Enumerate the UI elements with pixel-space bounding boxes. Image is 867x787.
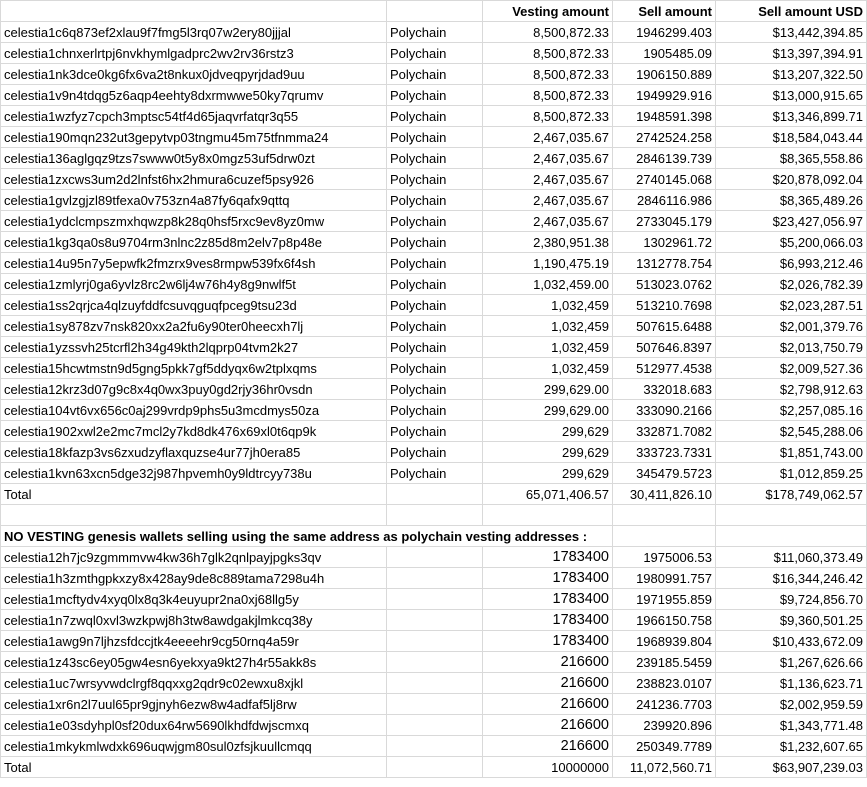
cell-col-3[interactable]: 299,629.00 [483,400,613,421]
empty-cell[interactable] [387,505,483,526]
cell-col-3[interactable]: 1,032,459 [483,295,613,316]
table-row [1,673,867,694]
cell-col-2[interactable] [387,547,483,568]
cell-col-2[interactable]: Polychain [387,43,483,64]
cell-col-1[interactable]: celestia1awg9n7ljhzsfdccjtk4eeeehr9cg50rnq4a59r [1,631,387,652]
cell-col-2[interactable] [387,631,483,652]
cell-col-2[interactable]: Polychain [387,211,483,232]
cell-col-3[interactable]: 299,629 [483,463,613,484]
cell-col-5[interactable]: $1,343,771.48 [716,715,867,736]
cell-col-2[interactable] [387,673,483,694]
table-row [1,652,867,673]
cell-col-5[interactable]: $9,360,501.25 [716,610,867,631]
cell-col-5[interactable]: $2,001,379.76 [716,316,867,337]
cell-col-1[interactable]: celestia12h7jc9zgmmmvw4kw36h7glk2qnlpayjpgks3qv [1,547,387,568]
cell-col-4[interactable]: 2846139.739 [613,148,716,169]
table-row [1,421,867,442]
table-row [1,547,867,568]
cell-col-1[interactable]: celestia14u95n7y5epwfk2fmzrx9ves8rmpw539fx6f4sh [1,253,387,274]
cell-col-3[interactable]: Vesting amount [483,1,613,22]
cell-col-3[interactable]: 1,032,459 [483,316,613,337]
cell-col-3[interactable]: 2,467,035.67 [483,148,613,169]
cell-col-4[interactable]: 1980991.757 [613,568,716,589]
cell-col-1[interactable]: celestia1nk3dce0kg6fx6va2t8nkux0jdveqpyrjdad9uu [1,64,387,85]
table-row [1,568,867,589]
table-row [1,379,867,400]
cell-col-3[interactable]: 10000000 [483,757,613,778]
cell-col-5[interactable]: $1,232,607.65 [716,736,867,757]
cell-col-1[interactable]: celestia1mkykmlwdxk696uqwjgm80sul0zfsjkuullcmqq [1,736,387,757]
empty-cell[interactable] [716,526,867,547]
cell-col-4[interactable]: 1966150.758 [613,610,716,631]
cell-col-3[interactable]: 2,467,035.67 [483,127,613,148]
cell-col-2[interactable]: Polychain [387,253,483,274]
cell-col-5[interactable]: $18,584,043.44 [716,127,867,148]
cell-col-5[interactable]: $1,136,623.71 [716,673,867,694]
cell-col-5[interactable]: $6,993,212.46 [716,253,867,274]
table-row [1,211,867,232]
cell-col-2[interactable]: Polychain [387,148,483,169]
cell-col-4[interactable]: 11,072,560.71 [613,757,716,778]
cell-col-1[interactable]: celestia1ydclcmpszmxhqwzp8k28q0hsf5rxc9ev8yz0mw [1,211,387,232]
cell-col-3[interactable]: 2,467,035.67 [483,190,613,211]
cell-col-5[interactable]: $13,397,394.91 [716,43,867,64]
cell-col-3[interactable]: 8,500,872.33 [483,106,613,127]
cell-col-2[interactable] [387,568,483,589]
cell-col-4[interactable]: 1975006.53 [613,547,716,568]
cell-col-2[interactable] [387,589,483,610]
cell-col-2[interactable]: Polychain [387,85,483,106]
total-row [1,757,867,778]
cell-col-4[interactable]: 1946299.403 [613,22,716,43]
cell-col-5[interactable]: $2,002,959.59 [716,694,867,715]
cell-col-3[interactable]: 8,500,872.33 [483,64,613,85]
table-row [1,442,867,463]
table-row [1,400,867,421]
cell-col-3[interactable]: 1783400 [483,610,613,631]
cell-col-5[interactable]: $13,000,915.65 [716,85,867,106]
header-row [1,1,867,22]
cell-col-1[interactable]: celestia1zmlyrj0ga6yvlz8rc2w6lj4w76h4y8g9nwlf5t [1,274,387,295]
table-row [1,295,867,316]
cell-col-3[interactable]: 1,032,459 [483,337,613,358]
cell-col-1[interactable]: celestia1yzssvh25tcrfl2h34g49kth2lqprp04tvm2k27 [1,337,387,358]
cell-col-4[interactable]: 513210.7698 [613,295,716,316]
cell-col-4[interactable]: 332018.683 [613,379,716,400]
cell-col-4[interactable]: 512977.4538 [613,358,716,379]
cell-col-2[interactable] [387,736,483,757]
cell-col-4[interactable]: 513023.0762 [613,274,716,295]
cell-col-3[interactable]: 1783400 [483,589,613,610]
cell-col-5[interactable]: $10,433,672.09 [716,631,867,652]
cell-col-1[interactable]: celestia1h3zmthgpkxzy8x428ay9de8c889tama7298u4h [1,568,387,589]
table-row [1,85,867,106]
spreadsheet-body [1,1,867,778]
cell-col-2[interactable] [387,610,483,631]
cell-col-2[interactable]: Polychain [387,169,483,190]
cell-col-5[interactable]: $8,365,558.86 [716,148,867,169]
cell-col-4[interactable]: 1948591.398 [613,106,716,127]
empty-cell[interactable] [483,505,613,526]
cell-col-4[interactable]: 333090.2166 [613,400,716,421]
cell-col-2[interactable]: Polychain [387,127,483,148]
cell-col-2[interactable] [387,652,483,673]
cell-col-1[interactable] [1,1,387,22]
cell-col-5[interactable]: $16,344,246.42 [716,568,867,589]
cell-col-4[interactable]: 1968939.804 [613,631,716,652]
table-row [1,190,867,211]
table-row [1,274,867,295]
cell-col-4[interactable]: 332871.7082 [613,421,716,442]
cell-col-5[interactable]: $1,267,626.66 [716,652,867,673]
cell-col-5[interactable]: $178,749,062.57 [716,484,867,505]
cell-col-2[interactable] [387,1,483,22]
cell-col-1[interactable]: celestia1z43sc6ey05gw4esn6yekxya9kt27h4r55akk8s [1,652,387,673]
cell-col-3[interactable]: 299,629 [483,421,613,442]
cell-col-5[interactable]: $11,060,373.49 [716,547,867,568]
cell-col-3[interactable]: 65,071,406.57 [483,484,613,505]
cell-col-4[interactable]: 2846116.986 [613,190,716,211]
cell-col-1[interactable]: celestia190mqn232ut3gepytvp03tngmu45m75tfnmma24 [1,127,387,148]
cell-col-5[interactable]: $23,427,056.97 [716,211,867,232]
section-header-row [1,526,867,547]
cell-col-2[interactable]: Polychain [387,316,483,337]
cell-col-5[interactable]: $1,851,743.00 [716,442,867,463]
cell-col-3[interactable]: 1783400 [483,568,613,589]
cell-col-5[interactable]: $2,023,287.51 [716,295,867,316]
cell-col-5[interactable]: $2,798,912.63 [716,379,867,400]
cell-col-4[interactable]: 238823.0107 [613,673,716,694]
cell-col-4[interactable]: 30,411,826.10 [613,484,716,505]
cell-col-4[interactable]: Sell amount [613,1,716,22]
empty-row [1,505,867,526]
cell-col-3[interactable]: 216600 [483,694,613,715]
cell-col-3[interactable]: 216600 [483,673,613,694]
cell-col-3[interactable]: 216600 [483,736,613,757]
cell-col-5[interactable]: $2,545,288.06 [716,421,867,442]
cell-col-2[interactable] [387,757,483,778]
cell-col-4[interactable]: 250349.7789 [613,736,716,757]
cell-col-1[interactable]: celestia1902xwl2e2mc7mcl2y7kd8dk476x69xl0t6qp9k [1,421,387,442]
cell-col-5[interactable]: $13,207,322.50 [716,64,867,85]
cell-col-4[interactable]: 239185.5459 [613,652,716,673]
cell-col-5[interactable]: $2,009,527.36 [716,358,867,379]
cell-col-1[interactable]: celestia15hcwtmstn9d5gng5pkk7gf5ddyqx6w2tplxqms [1,358,387,379]
cell-col-3[interactable]: 1,190,475.19 [483,253,613,274]
table-row [1,43,867,64]
table-row [1,22,867,43]
cell-col-5[interactable]: $2,013,750.79 [716,337,867,358]
cell-col-2[interactable]: Polychain [387,358,483,379]
cell-col-2[interactable] [387,484,483,505]
cell-col-3[interactable]: 1783400 [483,547,613,568]
cell-col-2[interactable]: Polychain [387,337,483,358]
cell-col-1[interactable]: celestia1n7zwql0xvl3wzkpwj8h3tw8awdgakjlmkcq38y [1,610,387,631]
cell-col-2[interactable]: Polychain [387,295,483,316]
cell-col-1[interactable]: Total [1,757,387,778]
cell-col-2[interactable]: Polychain [387,442,483,463]
cell-col-3[interactable]: 299,629 [483,442,613,463]
table-row [1,106,867,127]
cell-col-1[interactable]: celestia136aglgqz9tzs7swww0t5y8x0mgz53uf5drw0zt [1,148,387,169]
cell-col-3[interactable]: 2,380,951.38 [483,232,613,253]
cell-col-1[interactable]: celestia1kvn63xcn5dge32j987hpvemh0y9ldtrcyy738u [1,463,387,484]
cell-col-1[interactable]: celestia1c6q873ef2xlau9f7fmg5l3rq07w2ery80jjjal [1,22,387,43]
cell-col-5[interactable]: $5,200,066.03 [716,232,867,253]
cell-col-4[interactable]: 239920.896 [613,715,716,736]
section-title: NO VESTING genesis wallets selling using the same address as polychain vesting addresses : [1,526,483,547]
cell-col-5[interactable]: $9,724,856.70 [716,589,867,610]
cell-col-4[interactable]: 2733045.179 [613,211,716,232]
cell-col-5[interactable]: $8,365,489.26 [716,190,867,211]
table-row [1,253,867,274]
cell-col-1[interactable]: celestia1ss2qrjca4qlzuyfddfcsuvqguqfpceg9tsu23d [1,295,387,316]
cell-col-4[interactable]: 507646.8397 [613,337,716,358]
cell-col-4[interactable]: 1949929.916 [613,85,716,106]
table-row [1,169,867,190]
table-row [1,715,867,736]
cell-col-2[interactable]: Polychain [387,64,483,85]
cell-col-4[interactable]: 2742524.258 [613,127,716,148]
cell-col-3[interactable]: 2,467,035.67 [483,169,613,190]
cell-col-4[interactable]: 1971955.859 [613,589,716,610]
cell-col-1[interactable]: celestia1e03sdyhpl0sf20dux64rw5690lkhdfdwjscmxq [1,715,387,736]
table-row [1,232,867,253]
table-row [1,463,867,484]
cell-col-3[interactable]: 216600 [483,715,613,736]
cell-col-2[interactable]: Polychain [387,106,483,127]
cell-col-4[interactable]: 333723.7331 [613,442,716,463]
empty-cell[interactable] [716,505,867,526]
cell-col-5[interactable]: $2,257,085.16 [716,400,867,421]
cell-col-2[interactable]: Polychain [387,463,483,484]
cell-col-2[interactable] [387,694,483,715]
cell-col-1[interactable]: celestia104vt6vx656c0aj299vrdp9phs5u3mcdmys50za [1,400,387,421]
table-row [1,358,867,379]
table-row [1,736,867,757]
cell-col-2[interactable] [387,715,483,736]
cell-col-5[interactable]: $20,878,092.04 [716,169,867,190]
cell-col-1[interactable]: celestia1zxcws3um2d2lnfst6hx2hmura6cuzef5psy926 [1,169,387,190]
cell-col-1[interactable]: celestia1kg3qa0s8u9704rm3nlnc2z85d8m2elv7p8p48e [1,232,387,253]
table-row [1,610,867,631]
cell-col-4[interactable]: 1905485.09 [613,43,716,64]
cell-col-4[interactable]: 1906150.889 [613,64,716,85]
cell-col-5[interactable]: Sell amount USD [716,1,867,22]
cell-col-4[interactable]: 1312778.754 [613,253,716,274]
empty-cell[interactable] [613,526,716,547]
total-row [1,484,867,505]
cell-col-1[interactable]: celestia1v9n4tdqg5z6aqp4eehty8dxrmwwe50ky7qrumv [1,85,387,106]
cell-col-3[interactable]: 8,500,872.33 [483,43,613,64]
cell-col-1[interactable]: celestia18kfazp3vs6zxudzyflaxquzse4ur77jh0era85 [1,442,387,463]
cell-col-2[interactable]: Polychain [387,400,483,421]
cell-col-2[interactable]: Polychain [387,232,483,253]
cell-col-2[interactable]: Polychain [387,379,483,400]
table-row [1,127,867,148]
cell-col-1[interactable]: celestia1chnxerlrtpj6nvkhymlgadprc2wv2rv36rstz3 [1,43,387,64]
cell-col-3[interactable]: 1,032,459.00 [483,274,613,295]
table-row [1,589,867,610]
empty-cell[interactable] [613,505,716,526]
cell-col-3[interactable]: 8,500,872.33 [483,22,613,43]
cell-col-5[interactable]: $13,346,899.71 [716,106,867,127]
cell-col-1[interactable]: celestia1gvlzgjzl89tfexa0v753zn4a87fy6qafx9qttq [1,190,387,211]
cell-col-4[interactable]: 1302961.72 [613,232,716,253]
cell-col-5[interactable]: $2,026,782.39 [716,274,867,295]
cell-col-5[interactable]: $1,012,859.25 [716,463,867,484]
cell-col-1[interactable]: celestia1wzfyz7cpch3mptsc54tf4d65jaqvrfatqr3q55 [1,106,387,127]
cell-col-3[interactable]: 1,032,459 [483,358,613,379]
cell-col-5[interactable]: $13,442,394.85 [716,22,867,43]
cell-col-1[interactable]: celestia1sy878zv7nsk820xx2a2fu6y90ter0heecxh7lj [1,316,387,337]
table-row [1,64,867,85]
table-row [1,631,867,652]
cell-col-1[interactable]: celestia12krz3d07g9c8x4q0wx3puy0gd2rjy36hr0vsdn [1,379,387,400]
table-row [1,337,867,358]
cell-col-4[interactable]: 507615.6488 [613,316,716,337]
table-row [1,148,867,169]
cell-col-2[interactable]: Polychain [387,190,483,211]
cell-col-4[interactable]: 345479.5723 [613,463,716,484]
cell-col-4[interactable]: 241236.7703 [613,694,716,715]
cell-col-4[interactable]: 2740145.068 [613,169,716,190]
cell-col-3[interactable]: 299,629.00 [483,379,613,400]
cell-col-2[interactable]: Polychain [387,274,483,295]
cell-col-5[interactable]: $63,907,239.03 [716,757,867,778]
cell-col-3[interactable]: 8,500,872.33 [483,85,613,106]
cell-col-3[interactable]: 216600 [483,652,613,673]
cell-col-2[interactable]: Polychain [387,22,483,43]
cell-col-3[interactable]: 1783400 [483,631,613,652]
cell-col-1[interactable]: celestia1mcftydv4xyq0lx8q3k4euyupr2na0xj68llg5y [1,589,387,610]
empty-cell[interactable] [1,505,387,526]
cell-col-1[interactable]: celestia1uc7wrsyvwdclrgf8qqxxg2qdr9c02ewxu8xjkl [1,673,387,694]
cell-col-1[interactable]: celestia1xr6n2l7uul65pr9gjnyh6ezw8w4adfaf5lj8rw [1,694,387,715]
cell-col-1[interactable]: Total [1,484,387,505]
cell-col-3[interactable]: 2,467,035.67 [483,211,613,232]
cell-col-2[interactable]: Polychain [387,421,483,442]
table-row [1,694,867,715]
table-row [1,316,867,337]
